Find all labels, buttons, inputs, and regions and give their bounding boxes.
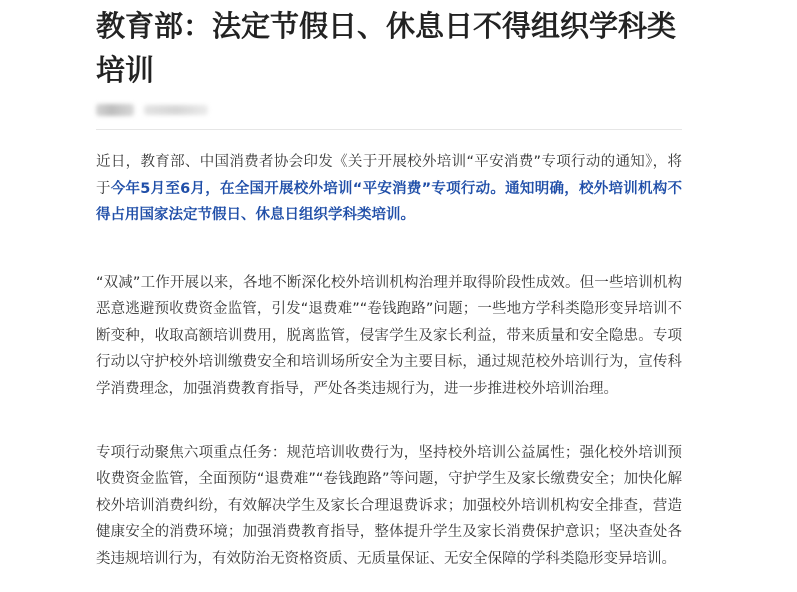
body-paragraph-2: 专项行动聚焦六项重点任务：规范培训收费行为，坚持校外培训公益属性；强化校外培训预收费资金监管，全面预防“退费难”“卷钱跑路”等问题，守护学生及家长缴费安全；加快化解校外培训消费纠纷，有效解决学生及家长合理退费诉求；加强校外培训机构安全排查，营造健康安全的消费环境；加强消费教育指导，整体提升学生及家长消费保护意识；坚决查处各类违规培训行为，有效防治无资格资质、无质量保证、无安全保障的学科类隐形变异培训。 [96, 445, 682, 567]
lead-emphasis: 今年5月至6月，在全国开展校外培训“平安消费”专项行动。通知明确，校外培训机构不得占用国家法定节假日、休息日组织学科类培训。 [96, 180, 682, 223]
author-blurred [96, 104, 134, 116]
byline-blurred [96, 104, 208, 118]
body-paragraph-1: “双减”工作开展以来，各地不断深化校外培训机构治理并取得阶段性成效。但一些培训机构恶意逃避预收费资金监管，引发“退费难”“卷钱跑路”问题；一些地方学科类隐形变异培训不断变种，收取高额培训费用，脱离监管，侵害学生及家长利益，带来质量和安全隐患。专项行动以守护校外培训缴费安全和培训场所安全为主要目标，通过规范校外培训行为，宣传科学消费理念，加强消费教育指导，严处各类违规行为，进一步推进校外培训治理。 [96, 275, 682, 397]
date-blurred [144, 105, 208, 115]
lead-paragraph [96, 149, 682, 229]
lead-text: 近日，教育部、中国消费者协会印发《关于开展校外培训“平安消费”专项行动的通知》，将于 [96, 154, 682, 197]
article-title: 教育部：法定节假日、休息日不得组织学科类培训 [96, 9, 677, 87]
divider [96, 129, 682, 130]
